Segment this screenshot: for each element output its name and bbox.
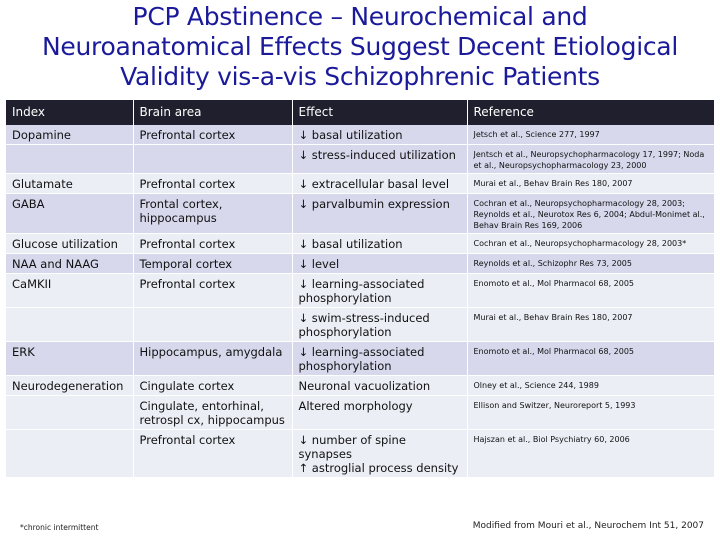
table-row [6,274,714,308]
header-index: Index [12,105,46,119]
row-brain-area-cell: Prefrontal cortex [133,125,292,145]
footnote: *chronic intermittent [20,523,99,532]
table-body [6,125,714,478]
row-effect-cell: Altered morphology [292,396,467,430]
table-row [6,308,714,342]
row-index-cell: Glucose utilization [12,237,118,251]
row-effect-cell: Neuronal vacuolization [292,376,467,396]
row-brain-area-cell: Frontal cortex, hippocampus [133,194,292,234]
table-row [6,174,714,194]
title-line-2: Neuroanatomical Effects Suggest Decent Etiological [42,32,678,61]
row-brain-area-cell: Prefrontal cortex [133,274,292,308]
row-brain-area-cell: Cingulate cortex [133,376,292,396]
row-reference-cell: Jentsch et al., Neuropsychopharmacology 17, 1997; Noda et al., Neuropsychopharmacology 23, 2000 [467,145,714,174]
slide-title [0,2,720,92]
row-index-cell [6,430,133,478]
row-reference-cell: Enomoto et al., Mol Pharmacol 68, 2005 [467,274,714,308]
row-effect-cell: ↓ swim-stress-induced phosphorylation [292,308,467,342]
row-effect-cell: ↓ learning-associated phosphorylation [292,274,467,308]
row-index-cell: Neurodegeneration [12,379,124,393]
row-index-cell: GABA [12,197,45,211]
table-row [6,376,714,396]
header-brain-area: Brain area [133,100,292,125]
table-row [6,254,714,274]
title-line-1: PCP Abstinence – Neurochemical and [132,2,588,31]
row-brain-area-cell [133,145,292,174]
row-reference-cell: Murai et al., Behav Brain Res 180, 2007 [467,308,714,342]
row-reference-cell: Olney et al., Science 244, 1989 [467,376,714,396]
row-index-cell: Glutamate [12,177,73,191]
row-effect-cell: ↓ level [292,254,467,274]
row-index-cell: Dopamine [12,128,71,142]
title-line-3: Validity vis-a-vis Schizophrenic Patients [120,62,600,91]
header-reference: Reference [467,100,714,125]
table-header-row [6,100,714,125]
row-index-cell [6,396,133,430]
row-reference-cell: Enomoto et al., Mol Pharmacol 68, 2005 [467,342,714,376]
table-row [6,430,714,478]
row-brain-area-cell: Prefrontal cortex [133,430,292,478]
row-reference-cell: Cochran et al., Neuropsychopharmacology 28, 2003; Reynolds et al., Neurotox Res 6, 2004; Abdul-Monimet al., Behav Brain Res 169, 2006 [467,194,714,234]
row-effect-cell: ↓ learning-associated phosphorylation [292,342,467,376]
table-row [6,125,714,145]
effects-table [6,100,714,478]
row-reference-cell: Ellison and Switzer, Neuroreport 5, 1993 [467,396,714,430]
row-effect-cell: ↓ stress-induced utilization [292,145,467,174]
row-effect-cell: ↓ number of spine synapses ↑ astroglial process density [292,430,467,478]
row-reference-cell: Murai et al., Behav Brain Res 180, 2007 [467,174,714,194]
row-reference-cell: Jetsch et al., Science 277, 1997 [467,125,714,145]
row-index-cell [6,145,133,174]
source-credit: Modified from Mouri et al., Neurochem Int 51, 2007 [472,521,704,531]
table-row [6,342,714,376]
row-brain-area-cell [133,308,292,342]
row-reference-cell: Cochran et al., Neuropsychopharmacology 28, 2003* [467,234,714,254]
row-index-cell: CaMKII [12,277,52,291]
row-effect-cell: ↓ basal utilization [292,234,467,254]
row-index-cell: NAA and NAAG [12,257,99,271]
row-reference-cell: Hajszan et al., Biol Psychiatry 60, 2006 [467,430,714,478]
header-effect: Effect [292,100,467,125]
table-row [6,396,714,430]
row-brain-area-cell: Hippocampus, amygdala [133,342,292,376]
row-effect-cell: ↓ basal utilization [292,125,467,145]
row-effect-cell: ↓ extracellular basal level [292,174,467,194]
row-brain-area-cell: Prefrontal cortex [133,234,292,254]
row-effect-cell: ↓ parvalbumin expression [292,194,467,234]
table-row [6,145,714,174]
row-reference-cell: Reynolds et al., Schizophr Res 73, 2005 [467,254,714,274]
row-index-cell: ERK [12,345,35,359]
row-brain-area-cell: Prefrontal cortex [133,174,292,194]
row-brain-area-cell: Temporal cortex [133,254,292,274]
row-index-cell [6,308,133,342]
table-row [6,234,714,254]
row-brain-area-cell: Cingulate, entorhinal, retrospl cx, hippocampus [133,396,292,430]
table-row [6,194,714,234]
